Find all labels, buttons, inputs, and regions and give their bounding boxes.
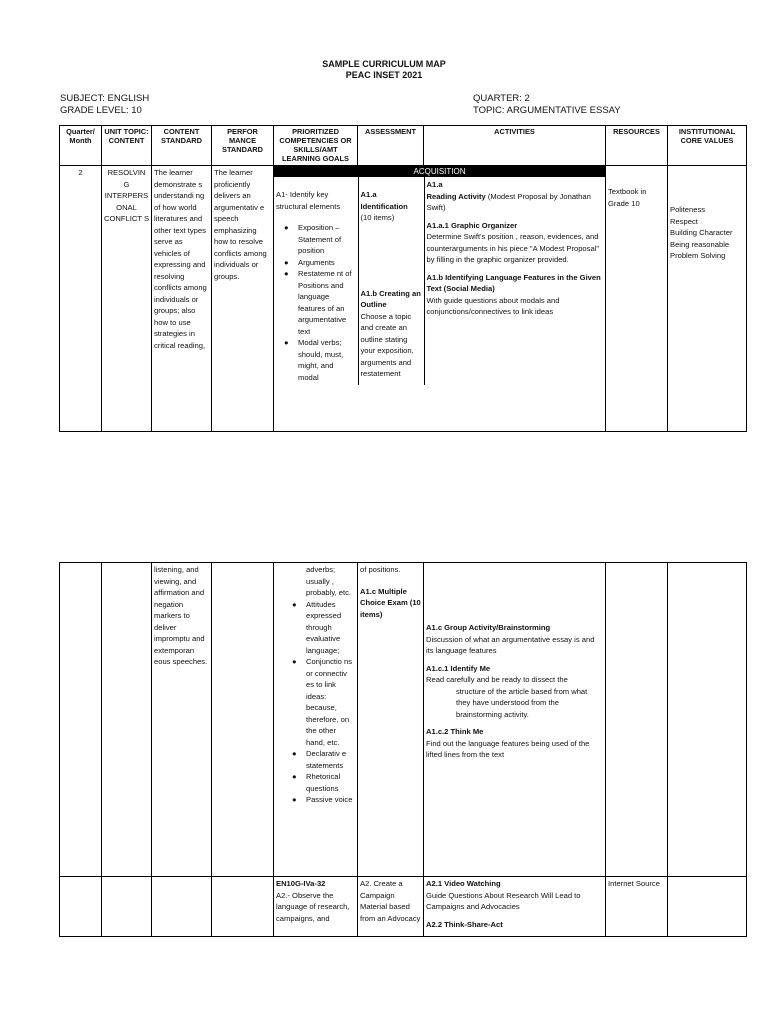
- activity-a2-1-title: A2.1 Video Watching: [426, 879, 501, 888]
- quarter-cell: [60, 563, 102, 877]
- competency-text: A2.- Observe the language of research, campaigns, and: [276, 890, 350, 923]
- reading-activity-text: (Modest Proposal by Jonathan Swift): [426, 191, 591, 212]
- resources-cell: Internet Source: [606, 877, 668, 937]
- quarter-cell: 2: [60, 166, 102, 432]
- core-value-item: Being reasonable: [670, 239, 730, 249]
- acquisition-banner: ACQUISITION: [274, 166, 605, 177]
- list-item: ● Modal verbs; should, must, might, and modal: [284, 338, 344, 382]
- assessment-b-title: A1.b Creating an Outline: [360, 288, 421, 309]
- header-row: [60, 126, 747, 166]
- curriculum-table-2: [59, 562, 747, 937]
- competency-list: [276, 599, 355, 806]
- col-header-values: INSTITUTIONAL CORE VALUES: [668, 126, 747, 166]
- activity-c2-title: A1.c.2 Think Me: [426, 727, 484, 736]
- list-item: ● Exposition – Statement of position: [284, 223, 342, 255]
- activity-c1-title: A1.c.1 Identify Me: [426, 663, 491, 673]
- activity-c-title: A1.c Group Activity/Brainstorming: [426, 623, 551, 632]
- activities-cell: [424, 877, 606, 937]
- activity-a-code: A1.a: [426, 180, 443, 189]
- assessment-a-code: A1.a: [360, 190, 377, 199]
- activities-cell: [424, 563, 606, 877]
- reading-activity-label: Reading Activity: [426, 191, 486, 201]
- graphic-organizer-text: Determine Swift's position , reason, evidences, and counterarguments in his piece "A Modest Proposal" by filling in the graphic organizer provided.: [426, 232, 600, 264]
- performance-standard-cell: The learner proficiently delivers an argumentativ e speech emphasizing how to resolve conflicts among individuals or groups.: [212, 166, 274, 432]
- competencies-cell: [274, 177, 358, 385]
- activity-b-title: A1.b Identifying Language Features in the Given Text (Social Media): [426, 272, 601, 293]
- assessment-cell: [358, 177, 424, 385]
- competency-intro: A1- Identify key structural elements: [276, 190, 341, 211]
- curriculum-table-1: [59, 125, 747, 432]
- activities-cell: [424, 177, 606, 385]
- col-header-performance: PERFOR MANCE STANDARD: [212, 126, 274, 166]
- acquisition-inner: [274, 177, 606, 385]
- col-header-resources: RESOURCES: [606, 126, 668, 166]
- table-row: [60, 563, 747, 877]
- unit-topic-cell: [102, 877, 152, 937]
- activity-b-text: With guide questions about modals and conjunctions/connectives to link ideas: [426, 295, 560, 316]
- core-values-cell: [668, 563, 747, 877]
- subject-label: SUBJECT: ENGLISH: [60, 93, 150, 104]
- competency-continuation: adverbs; usually , probably, etc.: [306, 565, 352, 597]
- core-value-item: Problem Solving: [670, 251, 726, 260]
- table-row: [60, 877, 747, 937]
- activity-c-text: Discussion of what an argumentative essay is and its language features: [426, 634, 595, 655]
- col-header-quarter: Quarter/ Month: [60, 126, 102, 166]
- core-value-item: Politeness: [670, 205, 706, 214]
- assessment-cell: [358, 563, 424, 877]
- topic-label: TOPIC: ARGUMENTATIVE ESSAY: [473, 105, 621, 116]
- assessment-a-title: Identification: [360, 201, 408, 211]
- assessment-b-text: Choose a topic and create an outline stating your exposition, arguments and restatement: [360, 311, 414, 378]
- quarter-label: QUARTER: 2: [473, 93, 530, 104]
- list-item: ● Passive voice: [292, 795, 353, 804]
- competency-code: EN10G-IVa-32: [276, 879, 326, 888]
- col-header-activities: ACTIVITIES: [424, 126, 606, 166]
- list-item: ● Conjunctio ns or connectiv es to link ideas: because, therefore, on the other hand, etc.: [292, 657, 353, 747]
- unit-topic-cell: [102, 563, 152, 877]
- list-item: ● Declarativ e statements: [292, 749, 347, 770]
- content-standard-cell: listening, and viewing, and affirmation and negation markers to deliver impromptu and extemporan eous speeches.: [152, 563, 212, 877]
- col-header-unit: UNIT TOPIC: CONTENT: [102, 126, 152, 166]
- competency-list: [276, 222, 356, 280]
- resources-cell: Textbook in Grade 10: [606, 166, 668, 432]
- core-values-cell: [668, 877, 747, 937]
- core-value-item: Respect: [670, 216, 698, 226]
- assessment-cell: A2. Create a Campaign Material based from an Advocacy: [358, 877, 424, 937]
- table-row: [60, 166, 747, 432]
- activity-c2-text: Find out the language features being used of the lifted lines from the text: [426, 738, 590, 759]
- col-header-competencies: PRIORITIZED COMPETENCIES OR SKILLS/AMT LEARNING GOALS: [274, 126, 358, 166]
- document-title: SAMPLE CURRICULUM MAP: [322, 59, 446, 69]
- graphic-organizer-title: A1.a.1 Graphic Organizer: [426, 220, 518, 230]
- list-item: ● Restateme nt of: [284, 269, 352, 278]
- competencies-cell: [274, 877, 358, 937]
- activity-a2-1-text: Guide Questions About Research Will Lead to Campaigns and Advocacies: [426, 890, 581, 911]
- core-value-item: Building Character: [670, 228, 733, 237]
- core-values-cell: [668, 166, 747, 432]
- content-standard-cell: The learner demonstrate s understandi ng of how world literatures and other text types serve as vehicles of expressing and resolving conflicts among individuals or groups; also how to use strategies in critical reading,: [152, 166, 212, 432]
- list-item: ● Rhetorical questions: [292, 772, 341, 793]
- competency-list-2: [276, 337, 356, 383]
- resources-cell: [606, 563, 668, 877]
- grade-level-label: GRADE LEVEL: 10: [60, 105, 142, 116]
- document-subtitle: PEAC INSET 2021: [345, 70, 423, 80]
- competencies-cell: [274, 563, 358, 877]
- list-item: ● Arguments: [284, 257, 335, 267]
- list-item: ● Attitudes expressed through evaluative language;: [292, 599, 342, 655]
- activity-c1-text-indent: structure of the article based from what they have understood from the brainstorming activity.: [456, 686, 588, 719]
- activity-a2-2-title: A2.2 Think-Share-Act: [426, 919, 503, 929]
- acquisition-span-cell: [274, 166, 606, 432]
- col-header-assessment: ASSESSMENT: [358, 126, 424, 166]
- performance-standard-cell: [212, 563, 274, 877]
- content-standard-cell: [152, 877, 212, 937]
- assessment-c-title: A1.c Multiple Choice Exam (10 items): [360, 586, 421, 619]
- activity-c1-text: Read carefully and be ready to dissect the: [426, 675, 568, 684]
- assessment-continuation: of positions.: [360, 565, 401, 574]
- col-header-content: CONTENT STANDARD: [152, 126, 212, 166]
- competency-continuation: Positions and language features of an argumentative text: [298, 280, 347, 336]
- unit-topic-cell: RESOLVIN G INTERPERS ONAL CONFLICT S: [102, 166, 152, 432]
- performance-standard-cell: [212, 877, 274, 937]
- quarter-cell: [60, 877, 102, 937]
- assessment-a-items: (10 items): [360, 213, 395, 222]
